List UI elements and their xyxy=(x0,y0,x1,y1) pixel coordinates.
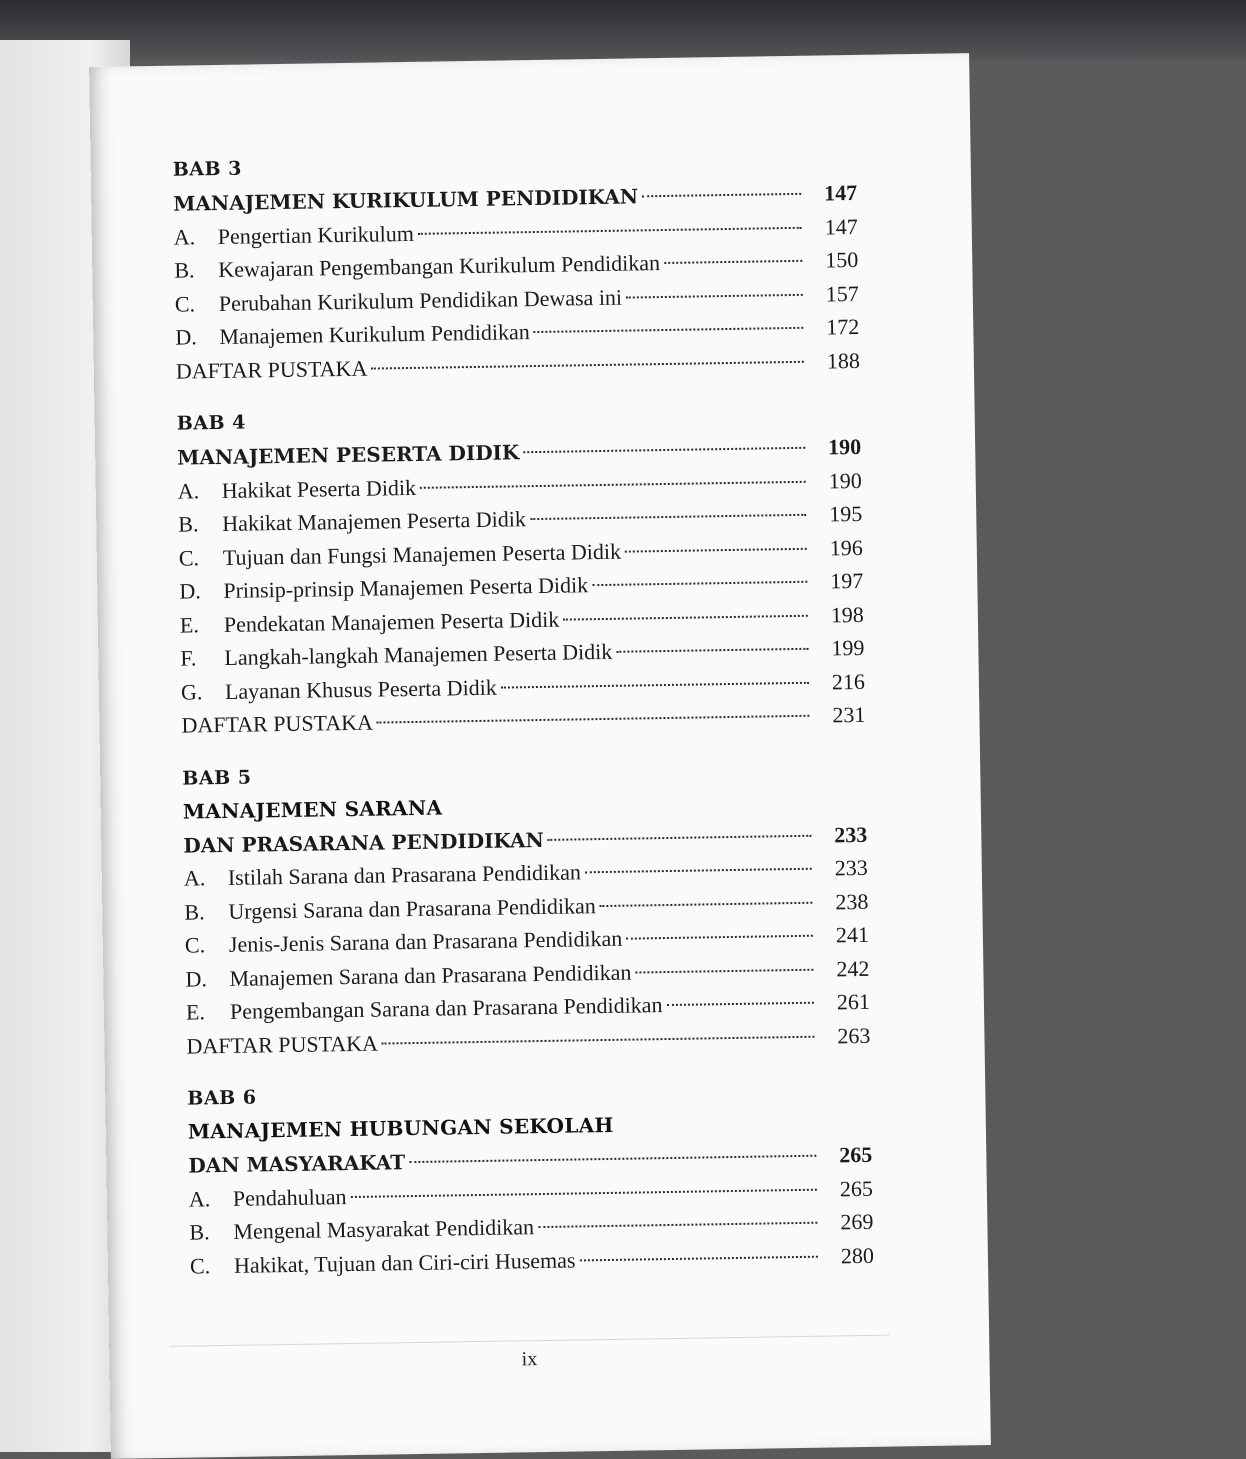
entry-label: Pengertian Kurikulum xyxy=(217,220,415,249)
page-ref: 241 xyxy=(835,921,870,948)
chapter-number: BAB 6 xyxy=(187,1086,257,1110)
chapter-number: BAB 3 xyxy=(172,157,243,181)
entry-label: Langkah-langkah Manajemen Peserta Didik xyxy=(224,638,613,670)
scanner-background xyxy=(0,0,1246,60)
entry-label: DAFTAR PUSTAKA xyxy=(175,355,368,384)
entry-label: Pendahuluan xyxy=(232,1183,347,1211)
dot-leader xyxy=(523,446,805,453)
page-ref: 157 xyxy=(825,280,859,306)
page-ref: 188 xyxy=(826,347,861,373)
chapter-title: MANAJEMEN KURIKULUM PENDIDIKAN xyxy=(173,184,639,216)
entry-letter: D. xyxy=(179,578,201,604)
page-ref: 242 xyxy=(836,955,870,981)
dot-leader xyxy=(418,225,802,234)
entry-letter: D. xyxy=(185,965,208,992)
dot-leader xyxy=(579,1254,817,1261)
page-ref: 265 xyxy=(839,1141,873,1168)
chapter-title: MANAJEMEN PESERTA DIDIK xyxy=(177,440,520,470)
entry-letter: B. xyxy=(178,511,199,537)
page-ref: 231 xyxy=(832,701,866,728)
entry-letter: F. xyxy=(180,645,197,671)
chapter-title-line: MANAJEMEN SARANA xyxy=(182,795,443,824)
dot-leader xyxy=(501,680,809,688)
entry-label: DAFTAR PUSTAKA xyxy=(186,1030,379,1059)
page-ref: 269 xyxy=(840,1208,874,1235)
chapter-title: DAN PRASARANA PENDIDIKAN xyxy=(183,827,544,858)
dot-leader xyxy=(382,1034,815,1044)
dot-leader xyxy=(377,714,810,724)
page-ref: 150 xyxy=(825,246,859,273)
entry-label: Perubahan Kurikulum Pendidikan Dewasa ini xyxy=(218,284,623,316)
entry-letter: G. xyxy=(180,678,203,705)
entry-letter: A. xyxy=(183,865,206,891)
dot-leader xyxy=(420,479,806,488)
book-page xyxy=(89,53,991,1459)
entry-label: Pendekatan Manajemen Peserta Didik xyxy=(223,606,560,637)
dot-leader xyxy=(371,359,804,369)
entry-letter: A. xyxy=(177,477,200,504)
page-ref: 265 xyxy=(839,1175,874,1201)
entry-letter: D. xyxy=(175,324,197,350)
page-ref: 233 xyxy=(834,854,868,881)
page-ref: 147 xyxy=(824,213,858,239)
dot-leader xyxy=(585,867,812,874)
dot-leader xyxy=(534,326,804,333)
entry-letter: B. xyxy=(174,257,195,283)
dot-leader xyxy=(625,546,807,552)
entry-label: Mengenal Masyarakat Pendidikan xyxy=(233,1214,535,1244)
entry-label: Layanan Khusus Peserta Didik xyxy=(224,674,497,704)
dot-leader xyxy=(538,1221,817,1228)
page-ref: 199 xyxy=(831,634,865,661)
entry-letter: B. xyxy=(189,1219,210,1245)
page-ref: 280 xyxy=(840,1242,875,1268)
page-ref: 190 xyxy=(828,467,862,493)
entry-letter: C. xyxy=(174,290,196,317)
entry-label: Hakikat Manajemen Peserta Didik xyxy=(222,506,527,536)
page-ref: 195 xyxy=(829,500,863,527)
page-ref: 198 xyxy=(830,601,865,627)
entry-label: Hakikat, Tujuan dan Ciri-ciri Husemas xyxy=(233,1247,576,1278)
dot-leader xyxy=(409,1154,816,1163)
dot-leader xyxy=(666,1001,813,1006)
dot-leader xyxy=(635,967,813,973)
dot-leader xyxy=(530,513,806,520)
dot-leader xyxy=(642,192,801,197)
entry-letter: A. xyxy=(188,1185,211,1212)
entry-label: Manajemen Kurikulum Pendidikan xyxy=(219,319,530,349)
chapter-title: DAN MASYARAKAT xyxy=(188,1150,406,1178)
dot-leader xyxy=(626,292,803,298)
entry-label: Kewajaran Pengembangan Kurikulum Pendidikan xyxy=(218,250,661,282)
chapter-title-line: MANAJEMEN HUBUNGAN SEKOLAH xyxy=(187,1112,614,1144)
dot-leader xyxy=(664,259,802,264)
dot-leader xyxy=(563,613,808,620)
page-ref: 172 xyxy=(826,313,860,340)
entry-label: Tujuan dan Fungsi Manajemen Peserta Didik xyxy=(222,538,622,570)
page-ref: 263 xyxy=(837,1022,871,1048)
entry-label: Urgensi Sarana dan Prasarana Pendidikan xyxy=(228,892,596,924)
page-ref: 197 xyxy=(830,567,864,594)
entry-letter: C. xyxy=(189,1252,211,1279)
page-ref: 216 xyxy=(831,668,866,694)
entry-label: Istilah Sarana dan Prasarana Pendidikan xyxy=(227,859,582,890)
entry-label: Jenis-Jenis Sarana dan Prasarana Pendidikan xyxy=(228,925,623,957)
chapter-number: BAB 4 xyxy=(176,411,247,435)
page-ref: 190 xyxy=(827,433,862,460)
page-ref: 233 xyxy=(834,821,868,847)
entry-label: DAFTAR PUSTAKA xyxy=(181,709,374,738)
dot-leader xyxy=(616,647,808,653)
page-number: ix xyxy=(521,1348,538,1371)
entry-label: Manajemen Sarana dan Prasarana Pendidikan xyxy=(229,959,632,991)
entry-letter: C. xyxy=(184,932,206,958)
table-of-contents xyxy=(172,143,874,1283)
page-ref: 147 xyxy=(823,179,858,206)
entry-letter: A. xyxy=(173,223,196,250)
entry-label: Hakikat Peserta Didik xyxy=(221,474,417,503)
dot-leader xyxy=(600,900,813,906)
entry-letter: E. xyxy=(185,999,206,1025)
entry-letter: B. xyxy=(184,898,205,925)
page-ref: 238 xyxy=(835,888,869,914)
dot-leader xyxy=(592,580,807,586)
footer-rule xyxy=(169,1335,889,1347)
page-ref: 196 xyxy=(829,534,863,560)
dot-leader xyxy=(548,833,812,840)
dot-leader xyxy=(626,934,813,940)
chapter-number: BAB 5 xyxy=(182,766,252,790)
page-ref: 261 xyxy=(836,988,871,1015)
entry-letter: E. xyxy=(179,611,200,638)
dot-leader xyxy=(351,1187,817,1197)
entry-label: Pengembangan Sarana dan Prasarana Pendidikan xyxy=(229,992,663,1024)
entry-letter: C. xyxy=(178,544,200,571)
entry-label: Prinsip-prinsip Manajemen Peserta Didik xyxy=(223,572,589,603)
